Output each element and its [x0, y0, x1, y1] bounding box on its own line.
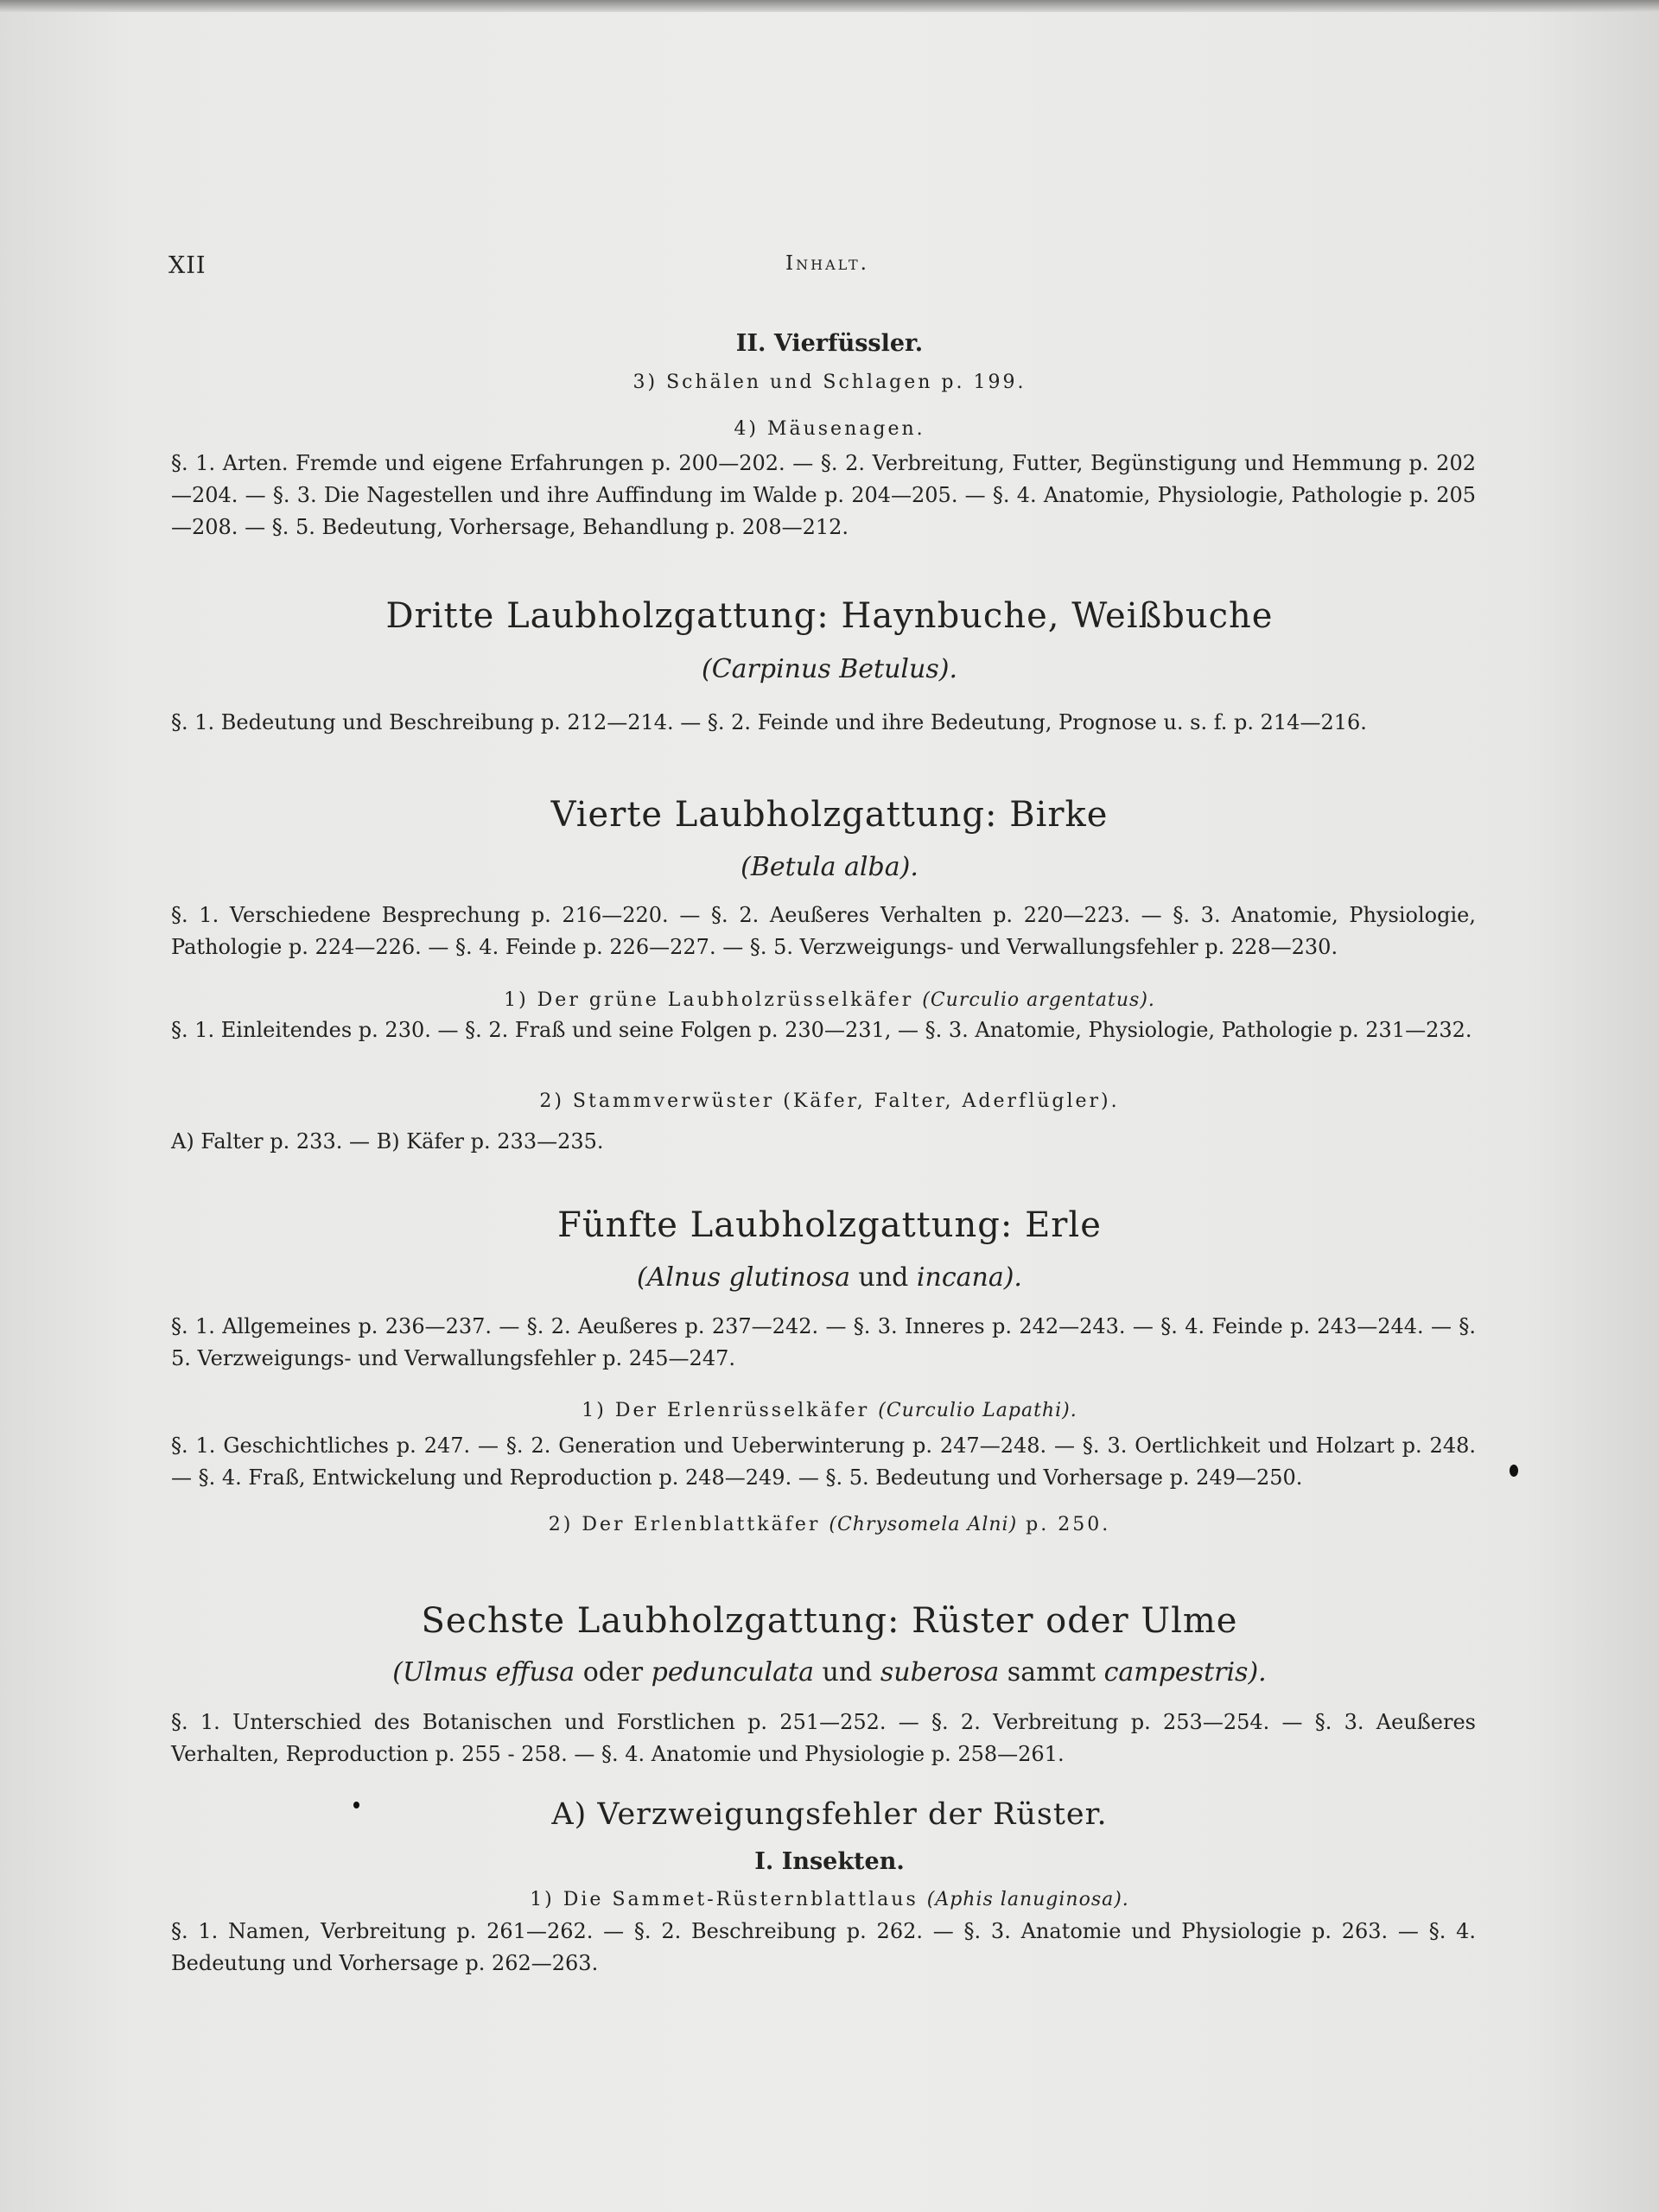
subtitle-sechste-part-5: suberosa [880, 1657, 1000, 1688]
subtitle-sechste-part-6: sammt [999, 1657, 1104, 1688]
page-number: XII [168, 252, 207, 279]
entry-erlenblattkaefer-page: p. 250. [1017, 1514, 1111, 1535]
entry-ruesternblattlaus [173, 1889, 1486, 1910]
subtitle-fuenfte-part-3: incana). [916, 1262, 1022, 1293]
chapter-subtitle-sechste [173, 1657, 1486, 1688]
entry-erlenblattkaefer-latin: (Chrysomela Alni) [829, 1514, 1018, 1535]
paragraph-laubholzruesselkaefer: §. 1. Einleitendes p. 230. — §. 2. Fraß und seine Folgen p. 230—231, — §. 3. Anatomie, Physiologie, Pathologie p. 231—232. [171, 1018, 1472, 1042]
entry-ruesternblattlaus-latin: (Aphis lanuginosa). [926, 1889, 1129, 1910]
chapter-title-fuenfte: Fünfte Laubholzgattung: Erle [557, 1205, 1102, 1245]
entry-schaelen: 3) Schälen und Schlagen p. 199. [632, 372, 1027, 393]
chapter-title-dritte: Dritte Laubholzgattung: Haynbuche, Weißbuche [385, 596, 1274, 636]
page-top-edge [0, 0, 1659, 12]
chapter-subtitle-fuenfte [173, 1262, 1486, 1293]
section-heading-vierfuessler: II. Vierfüssler. [735, 330, 924, 357]
subtitle-sechste-part-4: und [813, 1657, 880, 1688]
entry-laubholzruesselkaefer-label: 1) Der grüne Laubholzrüsselkäfer [504, 989, 923, 1011]
subtitle-sechste-part-1: (Ulmus effusa [392, 1657, 575, 1688]
entry-erlenblattkaefer [173, 1514, 1486, 1535]
subtitle-fuenfte-part-2: und [850, 1262, 917, 1293]
entry-laubholzruesselkaefer [173, 989, 1486, 1011]
running-title: Inhalt. [785, 252, 869, 275]
entry-stammverwuester: 2) Stammverwüster (Käfer, Falter, Aderflügler). [539, 1090, 1120, 1112]
group-heading-verzweigungsfehler: A) Verzweigungsfehler der Rüster. [551, 1797, 1108, 1832]
entry-erlenblattkaefer-label: 2) Der Erlenblattkäfer [548, 1514, 830, 1535]
entry-maeusenagen: 4) Mäusenagen. [734, 418, 925, 440]
paragraph-vierte: §. 1. Verschiedene Besprechung p. 216—220. — §. 2. Aeußeres Verhalten p. 220—223. — §. 3. Anatomie, Physiologie, Pathologie p. 224—226. — §. 4. Feinde p. 226—227. — §. 5. Verzweigungs- und Verwallungsfehler p. 228—230. [171, 903, 1476, 959]
paragraph-stammverwuester: A) Falter p. 233. — B) Käfer p. 233—235. [171, 1129, 604, 1154]
chapter-subtitle-vierte: (Betula alba). [741, 852, 918, 882]
chapter-title-sechste: Sechste Laubholzgattung: Rüster oder Ulme [421, 1601, 1238, 1641]
entry-erlenruesselkaefer-latin: (Curculio Lapathi). [878, 1400, 1077, 1421]
paragraph-sechste: §. 1. Unterschied des Botanischen und Forstlichen p. 251—252. — §. 2. Verbreitung p. 253—254. — §. 3. Aeußeres Verhalten, Reproduction p. 255 - 258. — §. 4. Anatomie und Physiologie p. 258—261. [171, 1710, 1476, 1766]
subtitle-fuenfte-part-1: (Alnus glutinosa [637, 1262, 850, 1293]
entry-erlenruesselkaefer [173, 1400, 1486, 1421]
ink-speck [353, 1802, 359, 1808]
chapter-title-vierte: Vierte Laubholzgattung: Birke [550, 795, 1109, 835]
subtitle-sechste-part-2: oder [575, 1657, 652, 1688]
paragraph-maeusenagen: §. 1. Arten. Fremde und eigene Erfahrungen p. 200—202. — §. 2. Verbreitung, Futter, Begünstigung und Hemmung p. 202—204. — §. 3. Die Nagestellen und ihre Auffindung im Walde p. 204—205. — §. 4. Anatomie, Physiologie, Pathologie p. 205—208. — §. 5. Bedeutung, Vorhersage, Behandlung p. 208—212. [171, 451, 1476, 539]
entry-ruesternblattlaus-label: 1) Die Sammet-Rüsternblattlaus [530, 1889, 927, 1910]
subtitle-sechste-part-3: pedunculata [651, 1657, 814, 1688]
paragraph-dritte: §. 1. Bedeutung und Beschreibung p. 212—214. — §. 2. Feinde und ihre Bedeutung, Prognose u. s. f. p. 214—216. [171, 710, 1367, 734]
paragraph-ruesternblattlaus: §. 1. Namen, Verbreitung p. 261—262. — §. 2. Beschreibung p. 262. — §. 3. Anatomie und Physiologie p. 263. — §. 4. Bedeutung und Vorhersage p. 262—263. [171, 1919, 1476, 1975]
paragraph-erlenruesselkaefer: §. 1. Geschichtliches p. 247. — §. 2. Generation und Ueberwinterung p. 247—248. — §. 3. Oertlichkeit und Holzart p. 248. — §. 4. Fraß, Entwickelung und Reproduction p. 248—249. — §. 5. Bedeutung und Vorhersage p. 249—250. [171, 1433, 1476, 1490]
entry-erlenruesselkaefer-label: 1) Der Erlenrüsselkäfer [582, 1400, 879, 1421]
page-header [168, 252, 1486, 287]
paragraph-fuenfte: §. 1. Allgemeines p. 236—237. — §. 2. Aeußeres p. 237—242. — §. 3. Inneres p. 242—243. — §. 4. Feinde p. 243—244. — §. 5. Verzweigungs- und Verwallungsfehler p. 245—247. [171, 1314, 1476, 1370]
section-heading-insekten: I. Insekten. [754, 1848, 905, 1875]
entry-laubholzruesselkaefer-latin: (Curculio argentatus). [922, 989, 1155, 1011]
subtitle-sechste-part-7: campestris). [1103, 1657, 1267, 1688]
chapter-subtitle-dritte: (Carpinus Betulus). [702, 654, 957, 684]
ink-speck [1510, 1465, 1518, 1477]
